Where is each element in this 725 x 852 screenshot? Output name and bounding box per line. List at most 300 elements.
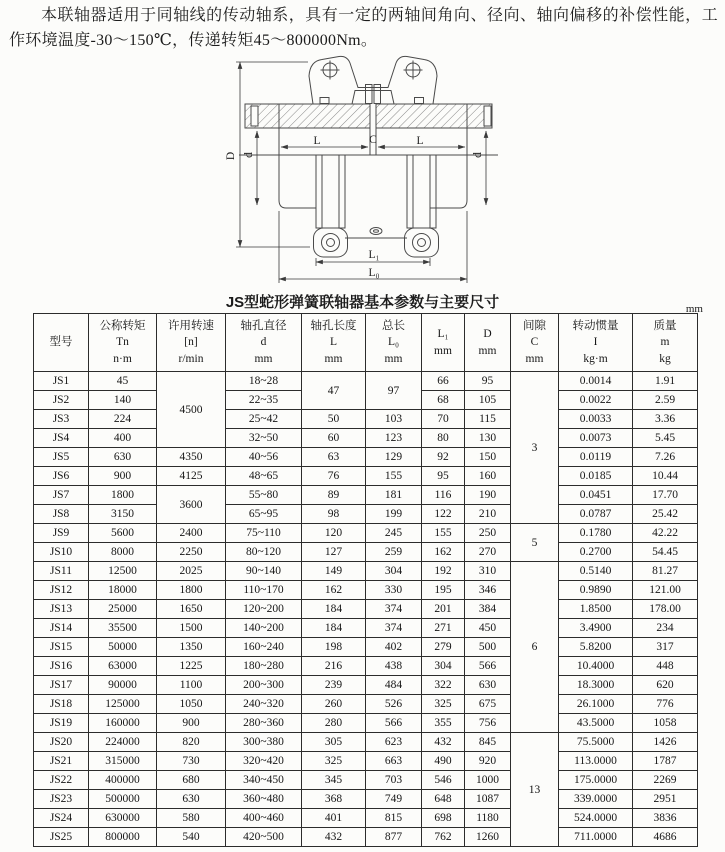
table-cell: 566 — [366, 714, 422, 733]
table-cell: 95 — [465, 372, 511, 391]
table-cell: 0.0185 — [559, 467, 633, 486]
table-cell: 245 — [366, 524, 422, 543]
table-cell: 420~500 — [226, 828, 302, 847]
table-cell: 279 — [422, 638, 465, 657]
table-cell: 26.1000 — [559, 695, 633, 714]
table-cell: 1350 — [157, 638, 226, 657]
table-cell: 3150 — [89, 505, 157, 524]
table-cell: 162 — [422, 543, 465, 562]
table-cell: 250 — [465, 524, 511, 543]
table-cell: 322 — [422, 676, 465, 695]
table-cell: 150 — [465, 448, 511, 467]
table-cell: 105 — [465, 391, 511, 410]
table-cell: 12500 — [89, 562, 157, 581]
table-cell: 195 — [422, 581, 465, 600]
table-cell: 500 — [465, 638, 511, 657]
table-cell: JS3 — [34, 410, 89, 429]
table-cell: JS19 — [34, 714, 89, 733]
table-cell: 178.00 — [633, 600, 698, 619]
table-row — [34, 790, 698, 809]
column-header-d-outer: D mm — [465, 314, 511, 372]
table-cell: 13 — [511, 733, 559, 847]
column-header-nominal-torque: 公称转矩 Tn n·m — [89, 314, 157, 372]
table-cell: 103 — [366, 410, 422, 429]
table-cell: 140 — [89, 391, 157, 410]
table-cell: 756 — [465, 714, 511, 733]
table-cell: JS23 — [34, 790, 89, 809]
table-cell: 5.45 — [633, 429, 698, 448]
table-cell: 113.0000 — [559, 752, 633, 771]
table-cell: 320~420 — [226, 752, 302, 771]
table-cell: 80~120 — [226, 543, 302, 562]
table-cell: 18.3000 — [559, 676, 633, 695]
table-cell: 820 — [157, 733, 226, 752]
table-cell: 80 — [422, 429, 465, 448]
table-cell: 776 — [633, 695, 698, 714]
table-cell: 75.5000 — [559, 733, 633, 752]
table-row — [34, 638, 698, 657]
table-cell: JS10 — [34, 543, 89, 562]
table-cell: 4500 — [157, 372, 226, 448]
table-cell: 3836 — [633, 809, 698, 828]
table-cell: 7.26 — [633, 448, 698, 467]
table-cell: 239 — [302, 676, 366, 695]
table-cell: 432 — [422, 733, 465, 752]
table-cell: 121.00 — [633, 581, 698, 600]
column-header-mass: 质量 m kg — [633, 314, 698, 372]
table-cell: 2269 — [633, 771, 698, 790]
table-cell: 4686 — [633, 828, 698, 847]
table-unit-label: mm — [685, 303, 703, 315]
table-cell: 5600 — [89, 524, 157, 543]
dim-label-L-left: L — [313, 135, 321, 147]
table-cell: 90~140 — [226, 562, 302, 581]
table-cell: 0.0033 — [559, 410, 633, 429]
table-cell: JS2 — [34, 391, 89, 410]
table-cell: 402 — [366, 638, 422, 657]
table-row — [34, 657, 698, 676]
coupling-drawing — [225, 46, 517, 290]
table-cell: 35500 — [89, 619, 157, 638]
table-cell: 10.44 — [633, 467, 698, 486]
table-cell: 5 — [511, 524, 559, 562]
table-cell: 711.0000 — [559, 828, 633, 847]
table-cell: 25000 — [89, 600, 157, 619]
table-cell: 325 — [422, 695, 465, 714]
table-cell: 2250 — [157, 543, 226, 562]
table-cell: 234 — [633, 619, 698, 638]
table-cell: 315000 — [89, 752, 157, 771]
header-row — [34, 314, 698, 372]
table-cell: 110~170 — [226, 581, 302, 600]
table-cell: 0.1780 — [559, 524, 633, 543]
table-cell: 1.91 — [633, 372, 698, 391]
table-cell: 1100 — [157, 676, 226, 695]
table-cell: 680 — [157, 771, 226, 790]
table-cell: 500000 — [89, 790, 157, 809]
table-cell: 68 — [422, 391, 465, 410]
table-cell: 374 — [366, 619, 422, 638]
table-cell: 698 — [422, 809, 465, 828]
table-cell: JS12 — [34, 581, 89, 600]
table-cell: 0.5140 — [559, 562, 633, 581]
dim-label-L0: L₀ — [368, 267, 380, 279]
table-cell: 401 — [302, 809, 366, 828]
intro-paragraph: 本联轴器适用于同轴线的传动轴系，具有一定的两轴间角向、径向、轴向偏移的补偿性能，工作环境温度-30～150℃，传递转矩45～800000Nm。 — [9, 7, 718, 49]
table-row — [34, 809, 698, 828]
table-cell: 1800 — [157, 581, 226, 600]
table-cell: 3.4900 — [559, 619, 633, 638]
table-cell: 97 — [366, 372, 422, 410]
table-cell: 438 — [366, 657, 422, 676]
table-cell: 0.0014 — [559, 372, 633, 391]
table-cell: 160000 — [89, 714, 157, 733]
table-cell: 81.27 — [633, 562, 698, 581]
table-cell: 524.0000 — [559, 809, 633, 828]
table-cell: 149 — [302, 562, 366, 581]
table-cell: JS14 — [34, 619, 89, 638]
table-cell: 484 — [366, 676, 422, 695]
table-cell: 3.36 — [633, 410, 698, 429]
table-cell: 450 — [465, 619, 511, 638]
table-row — [34, 752, 698, 771]
table-cell: 129 — [366, 448, 422, 467]
table-cell: 1787 — [633, 752, 698, 771]
table-cell: 300~380 — [226, 733, 302, 752]
table-cell: 76 — [302, 467, 366, 486]
table-cell: 304 — [422, 657, 465, 676]
table-cell: JS13 — [34, 600, 89, 619]
table-cell: 5.8200 — [559, 638, 633, 657]
table-cell: 648 — [422, 790, 465, 809]
table-cell: 3 — [511, 372, 559, 524]
table-cell: 65~95 — [226, 505, 302, 524]
table-row — [34, 372, 698, 391]
table-title: JS型蛇形弹簧联轴器基本参数与主要尺寸 — [225, 294, 500, 311]
table-cell: 566 — [465, 657, 511, 676]
table-row — [34, 695, 698, 714]
table-row — [34, 676, 698, 695]
table-cell: 400000 — [89, 771, 157, 790]
table-row — [34, 714, 698, 733]
table-row — [34, 505, 698, 524]
table-cell: 123 — [366, 429, 422, 448]
table-cell: 63 — [302, 448, 366, 467]
table-cell: 90000 — [89, 676, 157, 695]
table-cell: 1500 — [157, 619, 226, 638]
table-cell: JS18 — [34, 695, 89, 714]
table-cell: 201 — [422, 600, 465, 619]
table-cell: 42.22 — [633, 524, 698, 543]
table-row — [34, 486, 698, 505]
table-cell: 325 — [302, 752, 366, 771]
table-cell: 762 — [422, 828, 465, 847]
table-cell: 22~35 — [226, 391, 302, 410]
coupling-body-outline — [239, 56, 498, 257]
table-cell: 900 — [157, 714, 226, 733]
table-cell: 4350 — [157, 448, 226, 467]
table-cell: 200~300 — [226, 676, 302, 695]
table-cell: 125000 — [89, 695, 157, 714]
table-cell: 271 — [422, 619, 465, 638]
table-cell: 155 — [366, 467, 422, 486]
table-cell: 181 — [366, 486, 422, 505]
table-row — [34, 562, 698, 581]
table-cell: JS7 — [34, 486, 89, 505]
table-cell: 17.70 — [633, 486, 698, 505]
table-cell: 240~320 — [226, 695, 302, 714]
table-cell: 346 — [465, 581, 511, 600]
table-cell: 92 — [422, 448, 465, 467]
table-cell: 630 — [89, 448, 157, 467]
table-cell: 526 — [366, 695, 422, 714]
table-cell: 3600 — [157, 486, 226, 524]
table-cell: 120~200 — [226, 600, 302, 619]
dimension-lines — [236, 62, 486, 283]
table-cell: 25~42 — [226, 410, 302, 429]
table-cell: 140~200 — [226, 619, 302, 638]
table-cell: 310 — [465, 562, 511, 581]
table-cell: 18~28 — [226, 372, 302, 391]
table-cell: 98 — [302, 505, 366, 524]
table-cell: 190 — [465, 486, 511, 505]
table-cell: 60 — [302, 429, 366, 448]
column-header-inertia: 转动惯量 I kg·m — [559, 314, 633, 372]
table-cell: 43.5000 — [559, 714, 633, 733]
table-cell: 0.0073 — [559, 429, 633, 448]
table-cell: 749 — [366, 790, 422, 809]
table-row — [34, 581, 698, 600]
table-cell: JS9 — [34, 524, 89, 543]
table-cell: 95 — [422, 467, 465, 486]
table-cell: 216 — [302, 657, 366, 676]
table-cell: JS11 — [34, 562, 89, 581]
table-cell: 127 — [302, 543, 366, 562]
table-row — [34, 771, 698, 790]
table-cell: 116 — [422, 486, 465, 505]
table-cell: 623 — [366, 733, 422, 752]
table-row — [34, 828, 698, 847]
spec-table — [33, 313, 698, 847]
table-cell: 175.0000 — [559, 771, 633, 790]
table-cell: JS21 — [34, 752, 89, 771]
table-cell: 8000 — [89, 543, 157, 562]
table-row — [34, 733, 698, 752]
table-cell: 900 — [89, 467, 157, 486]
table-cell: 32~50 — [226, 429, 302, 448]
dim-label-L-right: L — [416, 135, 424, 147]
table-cell: 703 — [366, 771, 422, 790]
table-cell: 160 — [465, 467, 511, 486]
table-cell: 50000 — [89, 638, 157, 657]
table-row — [34, 524, 698, 543]
table-cell: 339.0000 — [559, 790, 633, 809]
table-cell: 10.4000 — [559, 657, 633, 676]
table-cell: 2400 — [157, 524, 226, 543]
table-cell: 1180 — [465, 809, 511, 828]
dim-label-D: D — [225, 151, 237, 161]
table-cell: JS17 — [34, 676, 89, 695]
table-cell: 0.9890 — [559, 581, 633, 600]
table-cell: 620 — [633, 676, 698, 695]
table-cell: 63000 — [89, 657, 157, 676]
table-cell: 40~56 — [226, 448, 302, 467]
table-cell: 580 — [157, 809, 226, 828]
table-cell: 1225 — [157, 657, 226, 676]
table-cell: 45 — [89, 372, 157, 391]
table-cell: 130 — [465, 429, 511, 448]
table-cell: 368 — [302, 790, 366, 809]
table-row — [34, 410, 698, 429]
table-cell: 345 — [302, 771, 366, 790]
table-cell: JS15 — [34, 638, 89, 657]
table-cell: 270 — [465, 543, 511, 562]
table-cell: 1087 — [465, 790, 511, 809]
table-cell: 280~360 — [226, 714, 302, 733]
table-cell: JS6 — [34, 467, 89, 486]
table-cell: 384 — [465, 600, 511, 619]
table-cell: 48~65 — [226, 467, 302, 486]
dim-label-C: C — [369, 134, 377, 146]
table-cell: 199 — [366, 505, 422, 524]
table-cell: 54.45 — [633, 543, 698, 562]
table-cell: 1650 — [157, 600, 226, 619]
table-cell: 50 — [302, 410, 366, 429]
table-cell: 180~280 — [226, 657, 302, 676]
table-cell: JS25 — [34, 828, 89, 847]
table-cell: 280 — [302, 714, 366, 733]
table-cell: 55~80 — [226, 486, 302, 505]
table-cell: 800000 — [89, 828, 157, 847]
table-cell: 120 — [302, 524, 366, 543]
column-header-l1: L₁ mm — [422, 314, 465, 372]
table-cell: 4125 — [157, 467, 226, 486]
table-row — [34, 600, 698, 619]
column-header-allowable-speed: 许用转速 [n] r/min — [157, 314, 226, 372]
table-cell: 184 — [302, 619, 366, 638]
table-cell: JS24 — [34, 809, 89, 828]
table-cell: JS1 — [34, 372, 89, 391]
table-cell: 630 — [157, 790, 226, 809]
table-cell: 1058 — [633, 714, 698, 733]
table-cell: 2.59 — [633, 391, 698, 410]
table-cell: 66 — [422, 372, 465, 391]
column-header-total-length: 总长 L₀ mm — [366, 314, 422, 372]
table-cell: 0.0787 — [559, 505, 633, 524]
table-cell: 630000 — [89, 809, 157, 828]
table-cell: 845 — [465, 733, 511, 752]
table-cell: 432 — [302, 828, 366, 847]
table-row — [34, 543, 698, 562]
table-cell: 490 — [422, 752, 465, 771]
dim-label-d-right: d — [472, 152, 484, 158]
table-cell: JS16 — [34, 657, 89, 676]
table-cell: 920 — [465, 752, 511, 771]
column-header-gap-c: 间隙 C mm — [511, 314, 559, 372]
table-cell: 198 — [302, 638, 366, 657]
table-cell: 1426 — [633, 733, 698, 752]
table-cell: 0.0022 — [559, 391, 633, 410]
table-cell: 122 — [422, 505, 465, 524]
table-cell: 162 — [302, 581, 366, 600]
table-cell: 730 — [157, 752, 226, 771]
table-cell: 47 — [302, 372, 366, 410]
table-cell: 448 — [633, 657, 698, 676]
table-cell: 259 — [366, 543, 422, 562]
table-cell: 374 — [366, 600, 422, 619]
table-cell: 89 — [302, 486, 366, 505]
dim-label-L1: L₁ — [368, 249, 380, 261]
table-cell: JS5 — [34, 448, 89, 467]
table-cell: 2951 — [633, 790, 698, 809]
table-cell: 400~460 — [226, 809, 302, 828]
dim-label-d-left: d — [243, 152, 255, 158]
table-cell: 70 — [422, 410, 465, 429]
table-cell: 184 — [302, 600, 366, 619]
table-cell: 540 — [157, 828, 226, 847]
table-cell: 0.2700 — [559, 543, 633, 562]
table-cell: 1050 — [157, 695, 226, 714]
table-row — [34, 467, 698, 486]
coupling-section-drawing-svg — [225, 46, 517, 290]
table-cell: 675 — [465, 695, 511, 714]
table-cell: 2025 — [157, 562, 226, 581]
table-cell: 546 — [422, 771, 465, 790]
table-cell: 210 — [465, 505, 511, 524]
table-cell: 6 — [511, 562, 559, 733]
table-cell: 160~240 — [226, 638, 302, 657]
table-cell: 304 — [366, 562, 422, 581]
table-cell: 330 — [366, 581, 422, 600]
table-cell: 663 — [366, 752, 422, 771]
table-cell: 317 — [633, 638, 698, 657]
table-cell: 155 — [422, 524, 465, 543]
table-cell: 1000 — [465, 771, 511, 790]
column-header-bore-diameter: 轴孔直径 d mm — [226, 314, 302, 372]
table-cell: 630 — [465, 676, 511, 695]
column-header-bore-length: 轴孔长度 L mm — [302, 314, 366, 372]
table-cell: JS20 — [34, 733, 89, 752]
table-row — [34, 429, 698, 448]
table-cell: 0.0451 — [559, 486, 633, 505]
table-cell: 75~110 — [226, 524, 302, 543]
table-cell: 355 — [422, 714, 465, 733]
table-cell: 400 — [89, 429, 157, 448]
table-cell: 1260 — [465, 828, 511, 847]
column-header-model: 型号 — [34, 314, 89, 372]
table-cell: 25.42 — [633, 505, 698, 524]
table-cell: 192 — [422, 562, 465, 581]
table-cell: JS4 — [34, 429, 89, 448]
table-cell: 115 — [465, 410, 511, 429]
table-row — [34, 448, 698, 467]
table-cell: 260 — [302, 695, 366, 714]
table-row — [34, 619, 698, 638]
table-cell: 1800 — [89, 486, 157, 505]
table-cell: 305 — [302, 733, 366, 752]
table-cell: 224000 — [89, 733, 157, 752]
table-cell: 1.8500 — [559, 600, 633, 619]
table-cell: 877 — [366, 828, 422, 847]
table-cell: 0.0119 — [559, 448, 633, 467]
table-cell: 815 — [366, 809, 422, 828]
table-cell: JS8 — [34, 505, 89, 524]
table-cell: JS22 — [34, 771, 89, 790]
table-cell: 340~450 — [226, 771, 302, 790]
table-cell: 18000 — [89, 581, 157, 600]
table-cell: 360~480 — [226, 790, 302, 809]
table-cell: 224 — [89, 410, 157, 429]
